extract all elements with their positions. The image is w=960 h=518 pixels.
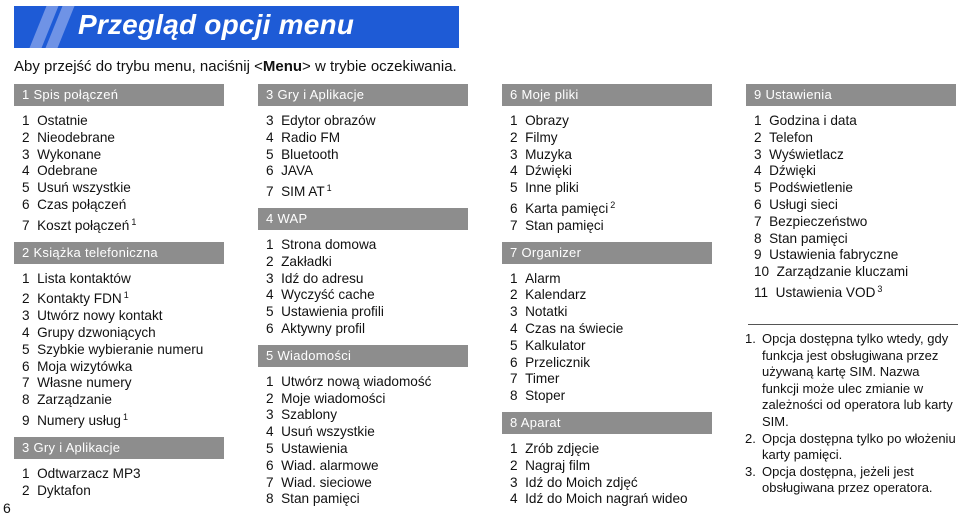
menu-item <box>746 130 956 147</box>
menu-item-label: 2 Filmy <box>510 129 558 145</box>
menu-item-label: 6 JAVA <box>266 163 314 179</box>
menu-item <box>502 113 712 130</box>
menu-item-label: 9 Numery usług <box>22 412 121 428</box>
menu-item-label: 11 Ustawienia VOD <box>754 284 876 300</box>
menu-item-label: 9 Ustawienia fabryczne <box>754 247 899 263</box>
menu-item-label: 4 Czas na świecie <box>510 320 624 336</box>
menu-item-label: 8 Stoper <box>510 388 566 404</box>
menu-item-label: 7 Własne numery <box>22 375 132 391</box>
menu-item-label: 3 Szablony <box>266 407 338 423</box>
footnote-marker: 1 <box>123 290 129 301</box>
menu-key: Menu <box>262 58 303 75</box>
section-header: 3 Gry i Aplikacje <box>258 84 468 106</box>
menu-item <box>258 254 468 271</box>
menu-item <box>14 130 224 147</box>
menu-item <box>502 355 712 372</box>
menu-item-label: 2 Kontakty FDN <box>22 291 122 307</box>
page-number: 6 <box>3 500 11 516</box>
footnote <box>745 431 959 464</box>
menu-item-label: 4 Odebrane <box>22 163 98 179</box>
section-header: 2 Książka telefoniczna <box>14 242 224 264</box>
menu-item-label: 4 Grupy dzwoniących <box>22 324 156 340</box>
menu-item-label: 7 Wiad. sieciowe <box>266 474 372 490</box>
menu-item <box>258 407 468 424</box>
menu-item-label: 1 Ostatnie <box>22 113 88 128</box>
section-header: 6 Moje pliki <box>502 84 712 106</box>
menu-item <box>258 491 468 508</box>
menu-item <box>502 271 712 288</box>
menu-item-label: 1 Odtwarzacz MP3 <box>22 465 141 481</box>
menu-item <box>258 147 468 164</box>
menu-item-label: 5 Podświetlenie <box>754 180 853 196</box>
menu-item-label: 3 Wyświetlacz <box>754 146 844 162</box>
menu-item <box>502 388 712 405</box>
menu-item-label: 4 Wyczyść cache <box>266 287 375 303</box>
footnote-number: 3. <box>745 463 756 479</box>
menu-item-label: 4 Idź do Moich nagrań wideo <box>510 491 688 507</box>
menu-item <box>14 359 224 376</box>
menu-item-label: 8 Stan pamięci <box>754 230 848 246</box>
footnote <box>745 331 959 431</box>
menu-item <box>14 214 224 235</box>
footnote-number: 2. <box>745 430 756 446</box>
menu-item-label: 6 Moja wizytówka <box>22 358 133 374</box>
section-header: 3 Gry i Aplikacje <box>14 437 224 459</box>
menu-item <box>746 281 956 302</box>
menu-item <box>258 113 468 130</box>
section-header: 1 Spis połączeń <box>14 84 224 106</box>
menu-item-label: 6 Usługi sieci <box>754 196 838 212</box>
menu-item <box>258 391 468 408</box>
menu-item-label: 8 Stan pamięci <box>266 491 360 507</box>
menu-item-label: 8 Zarządzanie <box>22 392 112 408</box>
menu-item <box>14 147 224 164</box>
menu-item <box>14 163 224 180</box>
section-header: 9 Ustawienia <box>746 84 956 106</box>
menu-item <box>258 304 468 321</box>
menu-item-label: 2 Moje wiadomości <box>266 390 386 406</box>
menu-item <box>14 342 224 359</box>
menu-item-label: 6 Czas połączeń <box>22 196 127 212</box>
menu-item-label: 3 Idź do adresu <box>266 270 364 286</box>
page-title-bar <box>14 6 459 48</box>
menu-item-label: 1 Alarm <box>510 270 561 286</box>
menu-item-label: 7 Stan pamięci <box>510 217 604 233</box>
menu-item-label: 10 Zarządzanie kluczami <box>754 264 909 280</box>
menu-item-label: 1 Lista kontaktów <box>22 270 131 286</box>
menu-item <box>502 287 712 304</box>
menu-item-label: 2 Nieodebrane <box>22 129 115 145</box>
menu-item <box>14 180 224 197</box>
menu-item-label: 5 Bluetooth <box>266 146 339 162</box>
menu-item <box>502 491 712 508</box>
menu-item <box>258 321 468 338</box>
menu-item-label: 3 Edytor obrazów <box>266 113 376 128</box>
menu-column-1 <box>14 84 224 499</box>
menu-item <box>746 180 956 197</box>
menu-item-label: 1 Godzina i data <box>754 113 857 128</box>
menu-item <box>502 321 712 338</box>
menu-item <box>502 304 712 321</box>
menu-item-label: 3 Idź do Moich zdjęć <box>510 474 638 490</box>
menu-item <box>258 130 468 147</box>
menu-item-label: 6 Aktywny profil <box>266 320 365 336</box>
menu-item-label: 2 Dyktafon <box>22 482 91 498</box>
menu-item <box>258 458 468 475</box>
menu-item <box>258 441 468 458</box>
menu-item <box>502 218 712 235</box>
menu-item-label: 5 Ustawienia profili <box>266 304 384 320</box>
menu-item <box>14 271 224 288</box>
menu-item <box>258 271 468 288</box>
menu-item-label: 4 Usuń wszystkie <box>266 424 375 440</box>
footnote-text: Opcja dostępna tylko po włożeniu karty pamięci. <box>762 430 956 463</box>
intro-text: Aby przejść do trybu menu, naciśnij <Menu> w trybie oczekiwania. <box>14 58 457 75</box>
menu-item-label: 7 Koszt połączeń <box>22 217 130 233</box>
menu-item-label: 4 Dźwięki <box>754 163 816 179</box>
menu-item-label: 2 Kalendarz <box>510 287 587 303</box>
menu-item-label: 5 Usuń wszystkie <box>22 180 131 196</box>
footnotes <box>745 331 959 497</box>
footnote-marker: 1 <box>122 411 128 422</box>
menu-item <box>14 483 224 500</box>
menu-item <box>14 113 224 130</box>
menu-item-label: 3 Muzyka <box>510 146 572 162</box>
menu-item <box>502 163 712 180</box>
menu-column-4 <box>746 84 956 302</box>
menu-item <box>258 475 468 492</box>
menu-item <box>502 458 712 475</box>
footnote-text: Opcja dostępna, jeżeli jest obsługiwana przez operatora. <box>762 463 933 496</box>
menu-item <box>746 197 956 214</box>
menu-item-label: 1 Utwórz nową wiadomość <box>266 373 432 389</box>
menu-item-label: 6 Wiad. alarmowe <box>266 457 379 473</box>
menu-item <box>746 214 956 231</box>
menu-item <box>14 409 224 430</box>
menu-item <box>746 163 956 180</box>
footnote-number: 1. <box>745 331 756 346</box>
menu-item-label: 7 SIM AT <box>266 184 325 200</box>
menu-column-3 <box>502 84 712 508</box>
section-header: 8 Aparat <box>502 412 712 434</box>
page-title: Przegląd opcji menu <box>78 9 355 40</box>
menu-item-label: 6 Przelicznik <box>510 354 591 370</box>
menu-item <box>14 197 224 214</box>
footnote-marker: 1 <box>326 183 332 194</box>
menu-item <box>14 325 224 342</box>
menu-item <box>502 147 712 164</box>
menu-item <box>502 180 712 197</box>
menu-item <box>258 287 468 304</box>
menu-item <box>258 424 468 441</box>
footnote-divider <box>748 324 958 325</box>
menu-item <box>14 287 224 308</box>
menu-item <box>258 237 468 254</box>
menu-item-label: 2 Zakładki <box>266 253 332 269</box>
menu-item <box>746 231 956 248</box>
menu-item-label: 2 Telefon <box>754 129 813 145</box>
footnote-marker: 2 <box>610 199 616 210</box>
footnote-marker: 3 <box>877 283 883 294</box>
menu-item-label: 5 Szybkie wybieranie numeru <box>22 341 204 357</box>
menu-item-label: 4 Dźwięki <box>510 163 572 179</box>
menu-item-label: 1 Obrazy <box>510 113 569 128</box>
footnote-text: Opcja dostępna tylko wtedy, gdy funkcja jest obsługiwana przez używaną kartę SIM. Nazwa funkcji może ulec zmianie w zależności od operatora lub karty SIM. <box>762 331 953 429</box>
footnote-marker: 1 <box>131 216 137 227</box>
section-header: 4 WAP <box>258 208 468 230</box>
menu-item <box>14 308 224 325</box>
menu-item <box>502 371 712 388</box>
menu-item <box>746 247 956 264</box>
menu-item-label: 4 Radio FM <box>266 129 341 145</box>
menu-item-label: 5 Inne pliki <box>510 180 579 196</box>
menu-item <box>502 441 712 458</box>
menu-item-label: 3 Notatki <box>510 304 568 320</box>
menu-item <box>502 338 712 355</box>
menu-item-label: 6 Karta pamięci <box>510 200 609 216</box>
menu-item <box>746 147 956 164</box>
menu-column-2 <box>258 84 468 508</box>
menu-item <box>502 130 712 147</box>
footnote <box>745 464 959 497</box>
menu-item <box>502 197 712 218</box>
menu-item-label: 3 Utwórz nowy kontakt <box>22 308 163 324</box>
menu-item <box>746 113 956 130</box>
menu-item <box>258 374 468 391</box>
menu-item-label: 5 Ustawienia <box>266 440 348 456</box>
menu-item-label: 7 Timer <box>510 371 560 387</box>
menu-item <box>14 375 224 392</box>
menu-item-label: 1 Zrób zdjęcie <box>510 440 600 456</box>
menu-item <box>14 392 224 409</box>
menu-item <box>502 475 712 492</box>
menu-item <box>14 466 224 483</box>
section-header: 5 Wiadomości <box>258 345 468 367</box>
section-header: 7 Organizer <box>502 242 712 264</box>
menu-item <box>258 180 468 201</box>
menu-item <box>258 163 468 180</box>
menu-item-label: 2 Nagraj film <box>510 457 591 473</box>
menu-item-label: 5 Kalkulator <box>510 337 586 353</box>
menu-item-label: 1 Strona domowa <box>266 236 377 252</box>
menu-item-label: 7 Bezpieczeństwo <box>754 213 868 229</box>
menu-item <box>746 264 956 281</box>
menu-item-label: 3 Wykonane <box>22 146 102 162</box>
